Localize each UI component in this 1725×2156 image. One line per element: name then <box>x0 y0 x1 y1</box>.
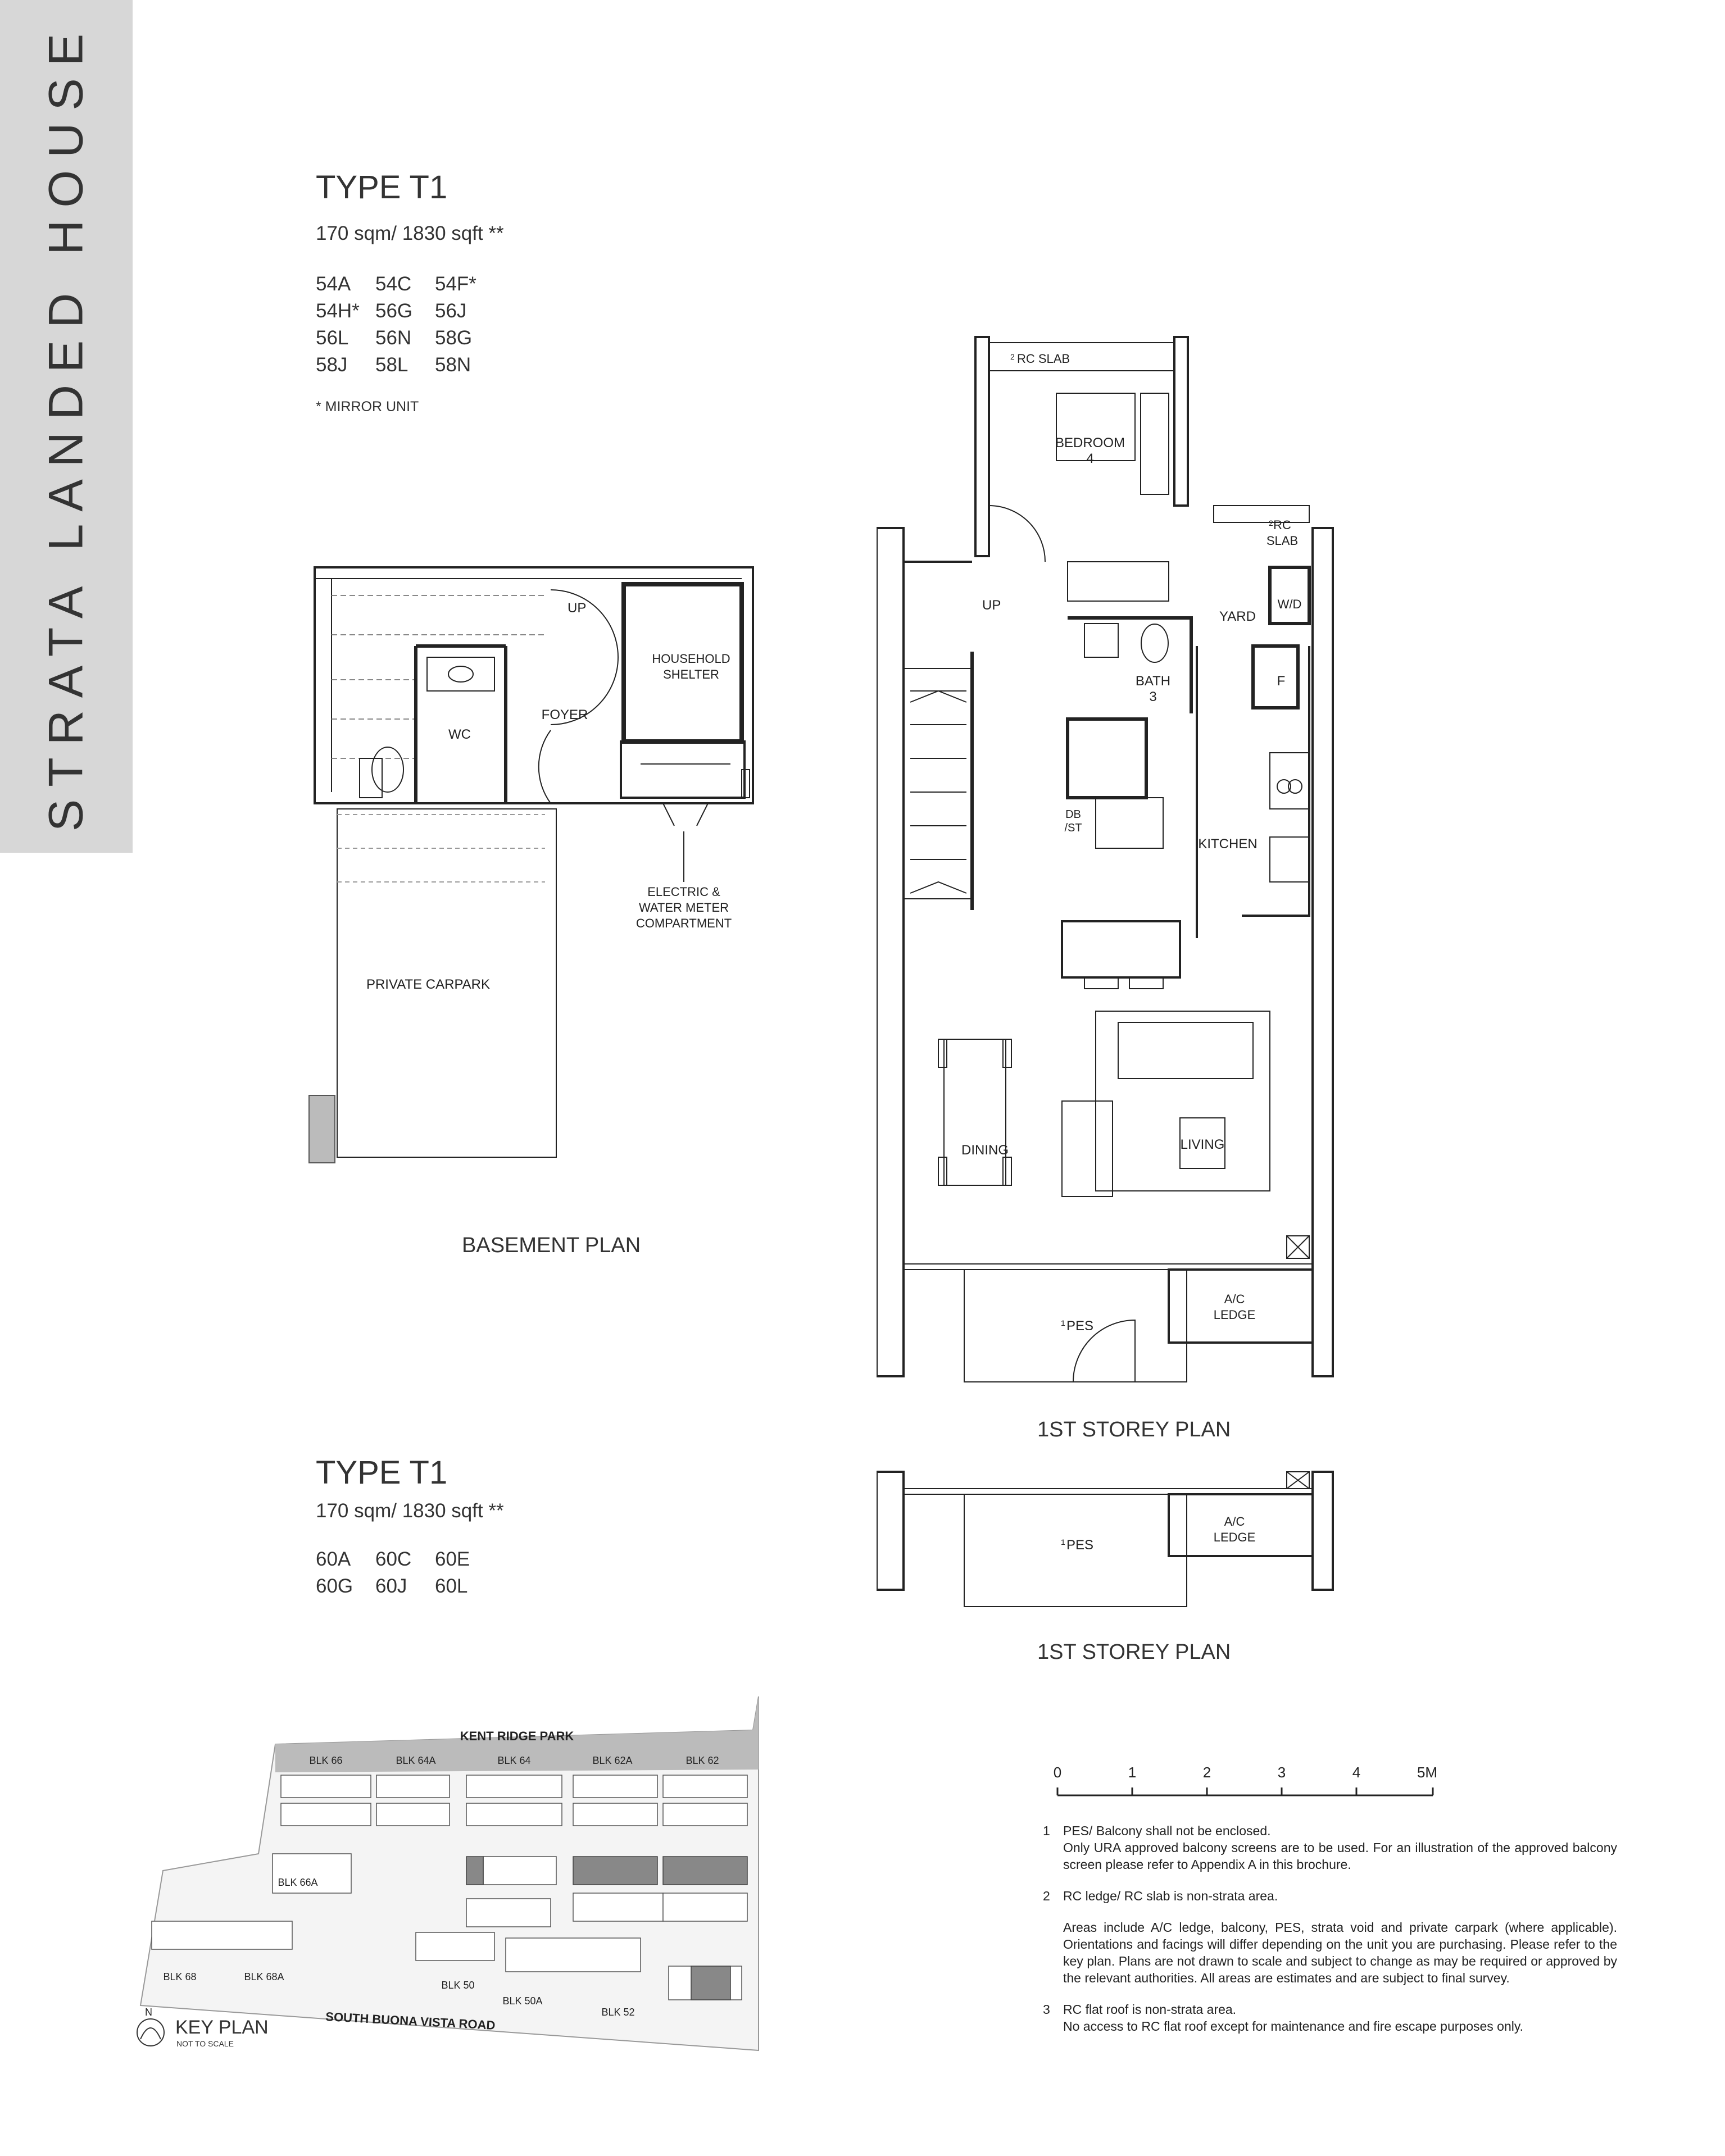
blk-label: BLK 64 <box>497 1755 531 1766</box>
kitchen-label: KITCHEN <box>1198 836 1258 852</box>
rc-slab2-sup: 2 <box>1269 518 1273 527</box>
carpark-label: PRIVATE CARPARK <box>366 977 491 992</box>
basement-plan-title: BASEMENT PLAN <box>462 1234 641 1257</box>
mirror-note: * MIRROR UNIT <box>316 399 419 415</box>
footnote-number: 3 <box>1043 2002 1050 2017</box>
shelter-label-1: HOUSEHOLD <box>652 652 730 666</box>
first-storey-alt-drawing <box>877 1466 1337 1618</box>
wc-label: WC <box>448 727 471 742</box>
scale-tick-label: 2 <box>1202 1764 1211 1781</box>
key-plan-title: KEY PLAN <box>175 2017 269 2038</box>
unit-label: 54A <box>316 273 351 295</box>
footnote-text: PES/ Balcony shall not be enclosed. <box>1063 1823 1271 1838</box>
dining-label: DINING <box>961 1143 1009 1158</box>
type-title-1: TYPE T1 <box>316 169 448 206</box>
basement-plan-drawing <box>303 556 764 1174</box>
bath-label: BATH <box>1135 674 1171 689</box>
bedroom-label: BEDROOM <box>1055 435 1125 451</box>
first-storey-plan-drawing <box>877 331 1337 1399</box>
rc-slab2-label-a: RC <box>1273 518 1291 532</box>
sidebar-title: STRATA LANDED HOUSE <box>39 21 93 832</box>
footnote-text: RC flat roof is non-strata area. <box>1063 2002 1237 2017</box>
unit-label: 54H* <box>316 300 360 322</box>
scale-tick-label: 1 <box>1128 1764 1137 1781</box>
wd-label: W/D <box>1277 597 1302 611</box>
bedroom-number: 4 <box>1086 451 1094 466</box>
scale-tick-label: 4 <box>1352 1764 1361 1781</box>
blk-68a-label: BLK 68A <box>244 1971 284 1982</box>
right-party-wall <box>1313 528 1333 1376</box>
yard-label: YARD <box>1219 609 1256 624</box>
key-plan-subtitle: NOT TO SCALE <box>176 2039 234 2048</box>
footnotes <box>1043 1822 1617 2049</box>
unit-label: 58N <box>435 354 471 376</box>
unit-label: 60J <box>375 1575 407 1597</box>
unit-label: 54C <box>375 273 412 295</box>
first-up-label: UP <box>982 598 1001 613</box>
footnote-text: RC ledge/ RC slab is non-strata area. <box>1063 1889 1278 1903</box>
ac-ledge-label-1: A/C <box>1224 1292 1245 1306</box>
unit-label: 54F* <box>435 273 476 295</box>
sidebar-band <box>0 0 133 853</box>
scale-bar <box>1045 1758 1450 1809</box>
footnote-text: No access to RC flat roof except for maintenance and fire escape purposes only. <box>1063 2019 1524 2034</box>
pes-label: PES <box>1066 1318 1094 1334</box>
first-storey-plan-title: 1ST STOREY PLAN <box>1037 1418 1231 1441</box>
unit-label: 60L <box>435 1575 468 1597</box>
unit-label: 60A <box>316 1548 351 1570</box>
blk-50a-label: BLK 50A <box>502 1995 543 2007</box>
unit-label: 56J <box>435 300 467 322</box>
fridge-label: F <box>1277 674 1286 689</box>
living-label: LIVING <box>1180 1137 1225 1152</box>
blk-66a-label: BLK 66A <box>278 1877 318 1888</box>
bath-number: 3 <box>1149 689 1157 704</box>
pes-sup: 1 <box>1061 1318 1065 1327</box>
footnote-text: Areas include A/C ledge, balcony, PES, strata void and private carpark (where applicable). Orientations and facings will differ depending on the unit you are purchasing. Please refer to the key plan. Plans are not drawn to scale and subject to change as may be required or approved by the relevant authorities. All areas are estimates and are subject to final survey. <box>1063 1920 1617 1985</box>
meter-label-2: WATER METER <box>638 900 729 915</box>
unit-label: 58L <box>375 354 408 376</box>
alt-pes-sup: 1 <box>1061 1538 1065 1547</box>
blk-label: BLK 62 <box>686 1755 719 1766</box>
left-party-wall <box>877 528 904 1376</box>
basement-outline <box>315 567 753 803</box>
key-plan-park-label: KENT RIDGE PARK <box>460 1729 574 1743</box>
rc-slab-label: RC SLAB <box>1017 352 1070 366</box>
type-area-1: 170 sqm/ 1830 sqft ** <box>316 222 504 244</box>
scale-tick-label: 0 <box>1053 1764 1062 1781</box>
north-arrow-icon <box>134 2005 173 2050</box>
key-plan-drawing <box>129 1691 770 2062</box>
rc-slab-sup: 2 <box>1010 352 1015 361</box>
db-label-2: /ST <box>1064 822 1082 834</box>
blk-label: BLK 64A <box>396 1755 436 1766</box>
meter-label-3: COMPARTMENT <box>635 916 732 930</box>
unit-list-1 <box>316 273 494 376</box>
ac-ledge-label-2: LEDGE <box>1213 1308 1256 1322</box>
footnote-3 <box>1043 2001 1617 2035</box>
unit-label: 58G <box>435 327 473 349</box>
alt-ac-ledge-1: A/C <box>1224 1514 1245 1529</box>
blk-68-label: BLK 68 <box>163 1971 197 1982</box>
meter-label-1: ELECTRIC & <box>647 885 720 899</box>
footnote-number: 1 <box>1043 1823 1050 1838</box>
blk-label: BLK 62A <box>592 1755 633 1766</box>
unit-label: 60C <box>375 1548 412 1570</box>
first-storey-alt-title: 1ST STOREY PLAN <box>1037 1640 1231 1664</box>
blk-50-label: BLK 50 <box>441 1980 475 1991</box>
scale-tick-label: 5M <box>1417 1764 1438 1781</box>
db-label-1: DB <box>1065 808 1081 821</box>
unit-label: 60G <box>316 1575 353 1597</box>
footnote-number: 2 <box>1043 1889 1050 1903</box>
alt-ac-ledge-2: LEDGE <box>1213 1530 1256 1544</box>
unit-label: 56N <box>375 327 412 349</box>
foyer-label: FOYER <box>541 707 588 722</box>
footnote-2 <box>1043 1887 1617 1986</box>
rc-slab2-label-b: SLAB <box>1266 534 1299 548</box>
blk-52-label: BLK 52 <box>601 2007 635 2018</box>
unit-label: 56G <box>375 300 413 322</box>
unit-label: 60E <box>435 1548 470 1570</box>
type-area-2: 170 sqm/ 1830 sqft ** <box>316 1500 504 1522</box>
scale-tick-label: 3 <box>1277 1764 1286 1781</box>
unit-list-2 <box>316 1548 494 1598</box>
basement-up-label: UP <box>568 601 587 616</box>
type-title-2: TYPE T1 <box>316 1454 448 1491</box>
footnote-1 <box>1043 1822 1617 1873</box>
alt-pes-label: PES <box>1066 1538 1094 1553</box>
unit-label: 58J <box>316 354 348 376</box>
unit-label: 56L <box>316 327 349 349</box>
blk-label: BLK 66 <box>309 1755 343 1766</box>
shelter-label-2: SHELTER <box>663 667 719 681</box>
footnote-text: Only URA approved balcony screens are to be used. For an illustration of the approved balcony screen please refer to Appendix A in this brochure. <box>1063 1840 1617 1872</box>
key-plan-road-label: SOUTH BUONA VISTA ROAD <box>325 2009 496 2032</box>
north-label: N <box>145 2007 152 2018</box>
